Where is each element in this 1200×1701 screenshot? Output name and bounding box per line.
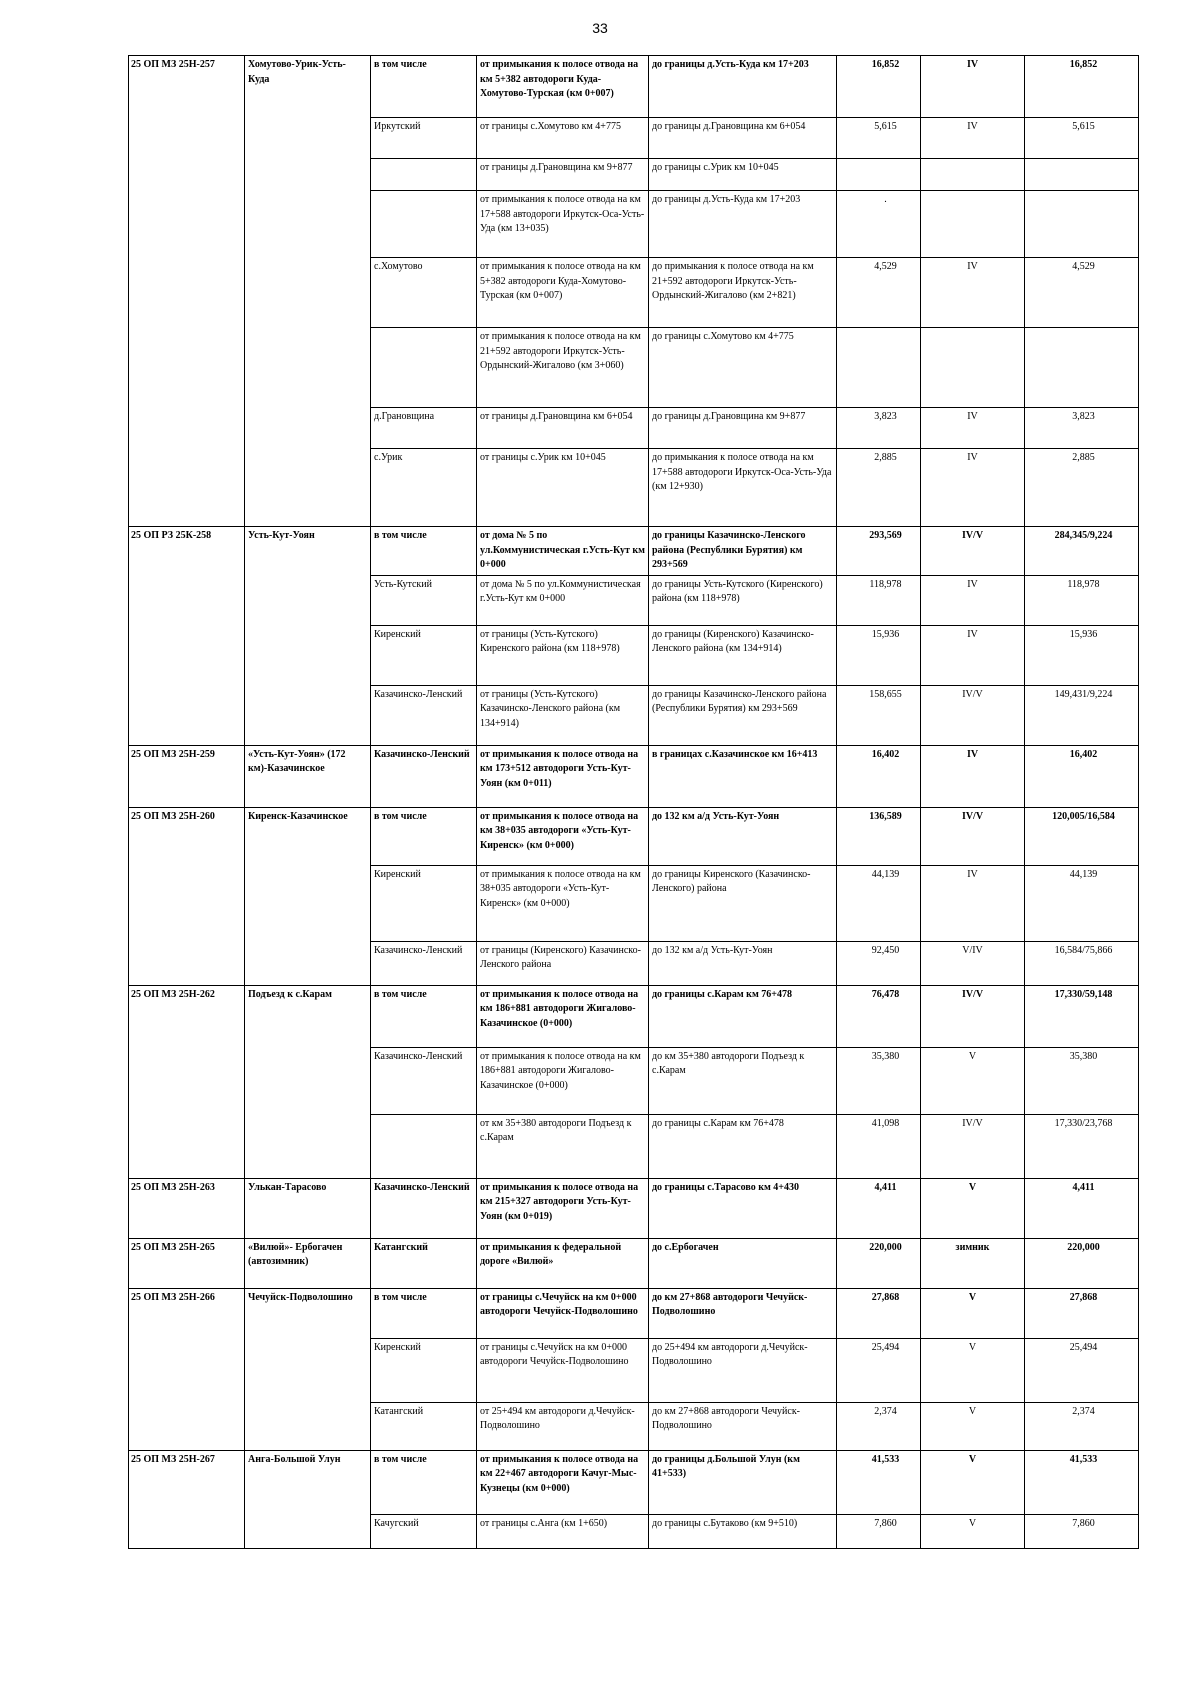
- from-cell: от примыкания к полосе отвода на км 38+035 автодороги «Усть-Кут-Киренск» (км 0+000): [477, 807, 649, 865]
- category-cell: IV/V: [921, 1114, 1025, 1178]
- category-cell: IV: [921, 865, 1025, 941]
- to-cell: до границы Казачинско-Ленского района (Республики Бурятия) км 293+569: [649, 527, 837, 576]
- to-cell: до 132 км а/д Усть-Кут-Уоян: [649, 807, 837, 865]
- total-cell: 2,885: [1025, 449, 1139, 527]
- total-cell: [1025, 159, 1139, 191]
- to-cell: до примыкания к полосе отвода на км 21+592 автодороги Иркутск-Усть-Ордынский-Жигалово (км 2+821): [649, 258, 837, 328]
- category-cell: IV/V: [921, 685, 1025, 745]
- to-cell: до км 35+380 автодороги Подъезд к с.Карам: [649, 1047, 837, 1114]
- district-cell: Качугский: [371, 1514, 477, 1548]
- from-cell: от границы (Усть-Кутского) Казачинско-Ленского района (км 134+914): [477, 685, 649, 745]
- length-cell: 92,450: [837, 941, 921, 985]
- to-cell: до 25+494 км автодороги д.Чечуйск-Подволошино: [649, 1338, 837, 1402]
- road-code: 25 ОП МЗ 25Н-265: [129, 1238, 245, 1288]
- category-cell: V: [921, 1047, 1025, 1114]
- total-cell: 27,868: [1025, 1288, 1139, 1338]
- to-cell: до границы с.Карам км 76+478: [649, 985, 837, 1047]
- to-cell: до примыкания к полосе отвода на км 17+588 автодороги Иркутск-Оса-Усть-Уда (км 12+930): [649, 449, 837, 527]
- to-cell: до границы с.Тарасово км 4+430: [649, 1178, 837, 1238]
- district-cell: Казачинско-Ленский: [371, 1178, 477, 1238]
- total-cell: 284,345/9,224: [1025, 527, 1139, 576]
- length-cell: 118,978: [837, 575, 921, 625]
- length-cell: 5,615: [837, 118, 921, 159]
- to-cell: до границы д.Усть-Куда км 17+203: [649, 56, 837, 118]
- total-cell: 16,584/75,866: [1025, 941, 1139, 985]
- from-cell: от примыкания к полосе отвода на км 5+382 автодороги Куда-Хомутово-Турская (км 0+007): [477, 56, 649, 118]
- length-cell: 136,589: [837, 807, 921, 865]
- from-cell: от границы с.Хомутово км 4+775: [477, 118, 649, 159]
- total-cell: 7,860: [1025, 1514, 1139, 1548]
- from-cell: от примыкания к полосе отвода на км 17+588 автодороги Иркутск-Оса-Усть-Уда (км 13+035): [477, 191, 649, 258]
- district-cell: Киренский: [371, 1338, 477, 1402]
- road-name: Анга-Большой Улун: [245, 1450, 371, 1548]
- to-cell: до границы д.Грановщина км 9+877: [649, 408, 837, 449]
- from-cell: от границы с.Чечуйск на км 0+000 автодороги Чечуйск-Подволошино: [477, 1288, 649, 1338]
- length-cell: 41,533: [837, 1450, 921, 1514]
- table-row: [129, 527, 1139, 576]
- table-row: [129, 1450, 1139, 1514]
- from-cell: от примыкания к полосе отвода на км 215+327 автодороги Усть-Кут-Уоян (км 0+019): [477, 1178, 649, 1238]
- to-cell: до границы д.Большой Улун (км 41+533): [649, 1450, 837, 1514]
- district-cell: с.Урик: [371, 449, 477, 527]
- from-cell: от границы д.Грановщина км 6+054: [477, 408, 649, 449]
- total-cell: 15,936: [1025, 625, 1139, 685]
- total-cell: 118,978: [1025, 575, 1139, 625]
- table-row: [129, 1238, 1139, 1288]
- from-cell: от границы д.Грановщина км 9+877: [477, 159, 649, 191]
- to-cell: в границах с.Казачинское км 16+413: [649, 745, 837, 807]
- road-name: Киренск-Казачинское: [245, 807, 371, 985]
- total-cell: [1025, 191, 1139, 258]
- road-name: Подъезд к с.Карам: [245, 985, 371, 1178]
- total-cell: 220,000: [1025, 1238, 1139, 1288]
- total-cell: 5,615: [1025, 118, 1139, 159]
- total-cell: 4,529: [1025, 258, 1139, 328]
- from-cell: от дома № 5 по ул.Коммунистическая г.Усть-Кут км 0+000: [477, 575, 649, 625]
- district-cell: Катангский: [371, 1402, 477, 1450]
- from-cell: от границы с.Чечуйск на км 0+000 автодороги Чечуйск-Подволошино: [477, 1338, 649, 1402]
- category-cell: IV: [921, 575, 1025, 625]
- road-name: Улькан-Тарасово: [245, 1178, 371, 1238]
- from-cell: от примыкания к полосе отвода на км 38+035 автодороги «Усть-Кут-Киренск» (км 0+000): [477, 865, 649, 941]
- district-cell: [371, 159, 477, 191]
- road-name: Усть-Кут-Уоян: [245, 527, 371, 746]
- road-name: Чечуйск-Подволошино: [245, 1288, 371, 1450]
- to-cell: до границы с.Хомутово км 4+775: [649, 328, 837, 408]
- total-cell: 41,533: [1025, 1450, 1139, 1514]
- to-cell: до границы Усть-Кутского (Киренского) района (км 118+978): [649, 575, 837, 625]
- category-cell: IV/V: [921, 807, 1025, 865]
- total-cell: 16,402: [1025, 745, 1139, 807]
- category-cell: V: [921, 1514, 1025, 1548]
- length-cell: 3,823: [837, 408, 921, 449]
- category-cell: IV: [921, 258, 1025, 328]
- table-row: [129, 1288, 1139, 1338]
- district-cell: в том числе: [371, 56, 477, 118]
- length-cell: 2,885: [837, 449, 921, 527]
- to-cell: до границы Казачинско-Ленского района (Республики Бурятия) км 293+569: [649, 685, 837, 745]
- district-cell: с.Хомутово: [371, 258, 477, 328]
- table-row: [129, 985, 1139, 1047]
- from-cell: от границы (Усть-Кутского) Киренского района (км 118+978): [477, 625, 649, 685]
- total-cell: 17,330/23,768: [1025, 1114, 1139, 1178]
- district-cell: Киренский: [371, 865, 477, 941]
- total-cell: 16,852: [1025, 56, 1139, 118]
- total-cell: [1025, 328, 1139, 408]
- road-code: 25 ОП МЗ 25Н-267: [129, 1450, 245, 1548]
- from-cell: от км 35+380 автодороги Подъезд к с.Карам: [477, 1114, 649, 1178]
- length-cell: 25,494: [837, 1338, 921, 1402]
- length-cell: 293,569: [837, 527, 921, 576]
- category-cell: IV: [921, 625, 1025, 685]
- length-cell: [837, 328, 921, 408]
- table-row: [129, 56, 1139, 118]
- road-code: 25 ОП МЗ 25Н-266: [129, 1288, 245, 1450]
- district-cell: в том числе: [371, 1450, 477, 1514]
- from-cell: от примыкания к полосе отвода на км 22+467 автодороги Качуг-Мыс-Кузнецы (км 0+000): [477, 1450, 649, 1514]
- to-cell: до границы с.Карам км 76+478: [649, 1114, 837, 1178]
- to-cell: до км 27+868 автодороги Чечуйск-Подволошино: [649, 1402, 837, 1450]
- category-cell: [921, 191, 1025, 258]
- category-cell: зимник: [921, 1238, 1025, 1288]
- district-cell: Казачинско-Ленский: [371, 941, 477, 985]
- from-cell: от границы с.Анга (км 1+650): [477, 1514, 649, 1548]
- to-cell: до границы Киренского (Казачинско-Ленского) района: [649, 865, 837, 941]
- district-cell: Катангский: [371, 1238, 477, 1288]
- to-cell: до границы д.Усть-Куда км 17+203: [649, 191, 837, 258]
- district-cell: Казачинско-Ленский: [371, 745, 477, 807]
- district-cell: Казачинско-Ленский: [371, 1047, 477, 1114]
- to-cell: до км 27+868 автодороги Чечуйск-Подволошино: [649, 1288, 837, 1338]
- road-name: «Вилюй»- Ербогачен (автозимник): [245, 1238, 371, 1288]
- total-cell: 149,431/9,224: [1025, 685, 1139, 745]
- length-cell: 16,852: [837, 56, 921, 118]
- roads-table-body: [129, 56, 1139, 1549]
- from-cell: от границы (Киренского) Казачинско-Ленского района: [477, 941, 649, 985]
- category-cell: IV: [921, 449, 1025, 527]
- road-code: 25 ОП РЗ 25К-258: [129, 527, 245, 746]
- from-cell: от примыкания к федеральной дороге «Вилюй»: [477, 1238, 649, 1288]
- category-cell: IV/V: [921, 985, 1025, 1047]
- total-cell: 44,139: [1025, 865, 1139, 941]
- district-cell: Усть-Кутский: [371, 575, 477, 625]
- category-cell: V: [921, 1402, 1025, 1450]
- total-cell: 4,411: [1025, 1178, 1139, 1238]
- district-cell: в том числе: [371, 527, 477, 576]
- to-cell: до границы (Киренского) Казачинско-Ленского района (км 134+914): [649, 625, 837, 685]
- from-cell: от 25+494 км автодороги д.Чечуйск-Подволошино: [477, 1402, 649, 1450]
- from-cell: от дома № 5 по ул.Коммунистическая г.Усть-Кут км 0+000: [477, 527, 649, 576]
- from-cell: от примыкания к полосе отвода на км 173+512 автодороги Усть-Кут-Уоян (км 0+011): [477, 745, 649, 807]
- length-cell: 220,000: [837, 1238, 921, 1288]
- from-cell: от границы с.Урик км 10+045: [477, 449, 649, 527]
- road-code: 25 ОП МЗ 25Н-260: [129, 807, 245, 985]
- district-cell: Иркутский: [371, 118, 477, 159]
- road-code: 25 ОП МЗ 25Н-263: [129, 1178, 245, 1238]
- length-cell: 76,478: [837, 985, 921, 1047]
- to-cell: до границы с.Бутаково (км 9+510): [649, 1514, 837, 1548]
- category-cell: V: [921, 1288, 1025, 1338]
- total-cell: 3,823: [1025, 408, 1139, 449]
- category-cell: [921, 328, 1025, 408]
- from-cell: от примыкания к полосе отвода на км 186+881 автодороги Жигалово-Казачинское (0+000): [477, 985, 649, 1047]
- table-row: [129, 745, 1139, 807]
- road-name: «Усть-Кут-Уоян» (172 км)-Казачинское: [245, 745, 371, 807]
- district-cell: в том числе: [371, 807, 477, 865]
- length-cell: 16,402: [837, 745, 921, 807]
- to-cell: до границы с.Урик км 10+045: [649, 159, 837, 191]
- length-cell: 7,860: [837, 1514, 921, 1548]
- from-cell: от примыкания к полосе отвода на км 5+382 автодороги Куда-Хомутово-Турская (км 0+007): [477, 258, 649, 328]
- length-cell: 4,411: [837, 1178, 921, 1238]
- category-cell: IV: [921, 118, 1025, 159]
- category-cell: IV/V: [921, 527, 1025, 576]
- category-cell: V: [921, 1450, 1025, 1514]
- district-cell: [371, 191, 477, 258]
- district-cell: д.Грановщина: [371, 408, 477, 449]
- road-name: Хомутово-Урик-Усть-Куда: [245, 56, 371, 527]
- table-row: [129, 807, 1139, 865]
- total-cell: 120,005/16,584: [1025, 807, 1139, 865]
- length-cell: 2,374: [837, 1402, 921, 1450]
- district-cell: в том числе: [371, 1288, 477, 1338]
- category-cell: IV: [921, 408, 1025, 449]
- to-cell: до с.Ербогачен: [649, 1238, 837, 1288]
- total-cell: 2,374: [1025, 1402, 1139, 1450]
- district-cell: [371, 328, 477, 408]
- district-cell: в том числе: [371, 985, 477, 1047]
- district-cell: [371, 1114, 477, 1178]
- length-cell: 4,529: [837, 258, 921, 328]
- category-cell: V: [921, 1338, 1025, 1402]
- from-cell: от примыкания к полосе отвода на км 21+592 автодороги Иркутск-Усть-Ордынский-Жигалово (км 3+060): [477, 328, 649, 408]
- category-cell: [921, 159, 1025, 191]
- road-code: 25 ОП МЗ 25Н-259: [129, 745, 245, 807]
- category-cell: V/IV: [921, 941, 1025, 985]
- page-number: 33: [592, 20, 608, 36]
- total-cell: 17,330/59,148: [1025, 985, 1139, 1047]
- road-code: 25 ОП МЗ 25Н-257: [129, 56, 245, 527]
- length-cell: 15,936: [837, 625, 921, 685]
- length-cell: [837, 159, 921, 191]
- length-cell: 27,868: [837, 1288, 921, 1338]
- length-cell: 44,139: [837, 865, 921, 941]
- total-cell: 25,494: [1025, 1338, 1139, 1402]
- length-cell: 158,655: [837, 685, 921, 745]
- length-cell: 35,380: [837, 1047, 921, 1114]
- district-cell: Киренский: [371, 625, 477, 685]
- length-cell: 41,098: [837, 1114, 921, 1178]
- table-row: [129, 1178, 1139, 1238]
- category-cell: IV: [921, 745, 1025, 807]
- category-cell: IV: [921, 56, 1025, 118]
- length-cell: .: [837, 191, 921, 258]
- from-cell: от примыкания к полосе отвода на км 186+881 автодороги Жигалово-Казачинское (0+000): [477, 1047, 649, 1114]
- to-cell: до границы д.Грановщина км 6+054: [649, 118, 837, 159]
- road-code: 25 ОП МЗ 25Н-262: [129, 985, 245, 1178]
- category-cell: V: [921, 1178, 1025, 1238]
- total-cell: 35,380: [1025, 1047, 1139, 1114]
- roads-table: [128, 55, 1139, 1549]
- to-cell: до 132 км а/д Усть-Кут-Уоян: [649, 941, 837, 985]
- district-cell: Казачинско-Ленский: [371, 685, 477, 745]
